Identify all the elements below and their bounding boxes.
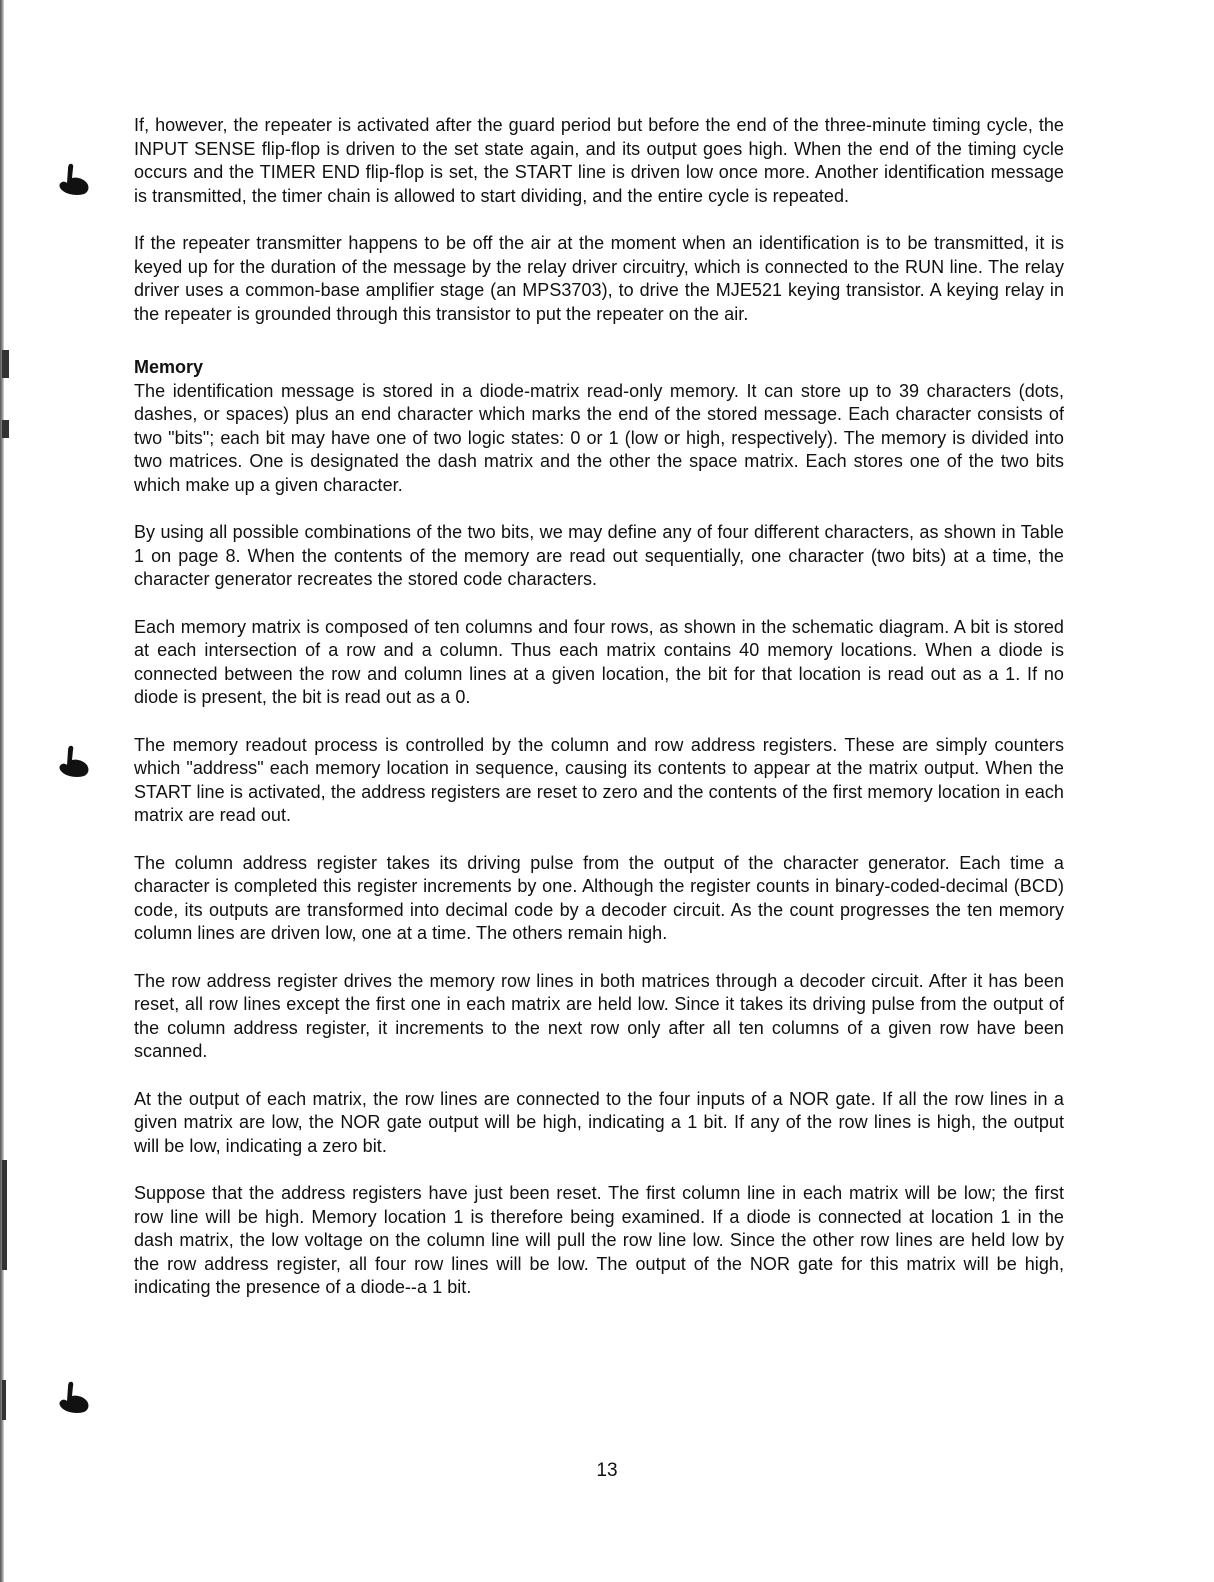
paragraph: Suppose that the address registers have just been reset. The first column line in each matrix will be low; the first row line will be high. Memory location 1 is therefore being examined. If a diode is connected at location 1 in the dash matrix, the low voltage on the column line will pull the row line low. Since the other row lines are held low by the row address register, all four row lines will be low. The output of the NOR gate for this matrix will be high, indicating the presence of a diode--a 1 bit. (134, 1183, 1064, 1297)
binding-mark (2, 1160, 7, 1270)
paragraph: By using all possible combinations of the two bits, we may define any of four different characters, as shown in Table 1 on page 8. When the contents of the memory are read out sequentially, one character (two bits) at a time, the character generator recreates the stored code characters. (134, 522, 1064, 589)
section-heading: Memory (134, 357, 204, 377)
pointing-hand-icon (54, 1378, 96, 1420)
paragraph: At the output of each matrix, the row lines are connected to the four inputs of a NOR gate. If all the row lines in a given matrix are low, the NOR gate output will be high, indicating a 1 bit. If any of the row lines is high, the output will be low, indicating a zero bit. (134, 1088, 1064, 1156)
body-text (134, 114, 1064, 1324)
paragraph: The row address register drives the memory row lines in both matrices through a decoder circuit. After it has been reset, all row lines except the first one in each matrix are held low. Since it takes its driving pulse from the output of the column address register, it increments to the next row only after all ten columns of a given row have been scanned. (134, 970, 1064, 1061)
paragraph: The memory readout process is controlled by the column and row address registers. These are simply counters which "address" each memory location in sequence, causing its contents to appear at the matrix output. When the START line is activated, the address registers are reset to zero and the contents of the first memory location in each matrix are read out. (134, 734, 1064, 825)
pointing-hand-icon (54, 742, 96, 784)
paragraph: If, however, the repeater is activated after the guard period but before the end of the three-minute timing cycle, the INPUT SENSE flip-flop is driven to the set state again, and its output goes high. When the end of the timing cycle occurs and the TIMER END flip-flop is set, the START line is driven low once more. Another identification message is transmitted, the timer chain is allowed to start dividing, and the entire cycle is repeated. (134, 115, 1064, 206)
paragraph: If the repeater transmitter happens to be off the air at the moment when an identification is to be transmitted, it is keyed up for the duration of the message by the relay driver circuitry, which is connected to the RUN line. The relay driver uses a common-base amplifier stage (an MPS3703), to drive the MJE521 keying transistor. A keying relay in the repeater is grounded through this transistor to put the repeater on the air. (134, 233, 1064, 324)
paragraph: The identification message is stored in a diode-matrix read-only memory. It can store up to 39 characters (dots, dashes, or spaces) plus an end character which marks the end of the stored message. Each character consists of two "bits"; each bit may have one of two logic states: 0 or 1 (low or high, respectively). The memory is divided into two matrices. One is designated the dash matrix and the other the space matrix. Each stores one of the two bits which make up a given character. (134, 380, 1064, 495)
page-binding-edge (0, 0, 4, 1582)
paragraph: The column address register takes its driving pulse from the output of the character generator. Each time a character is completed this register increments by one. Although the register counts in binary-coded-decimal (BCD) code, its outputs are transformed into decimal code by a decoder circuit. As the count progresses the ten memory column lines are driven low, one at a time. The others remain high. (134, 852, 1064, 943)
paragraph: Each memory matrix is composed of ten columns and four rows, as shown in the schematic diagram. A bit is stored at each intersection of a row and a column. Thus each matrix contains 40 memory locations. When a diode is connected between the row and column lines at a given location, the bit for that location is read out as a 1. If no diode is present, the bit is read out as a 0. (134, 616, 1064, 707)
binding-mark (2, 420, 9, 438)
pointing-hand-icon (54, 160, 96, 202)
page-number: 13 (596, 1460, 618, 1481)
binding-mark (2, 350, 9, 378)
binding-mark (2, 1380, 6, 1420)
